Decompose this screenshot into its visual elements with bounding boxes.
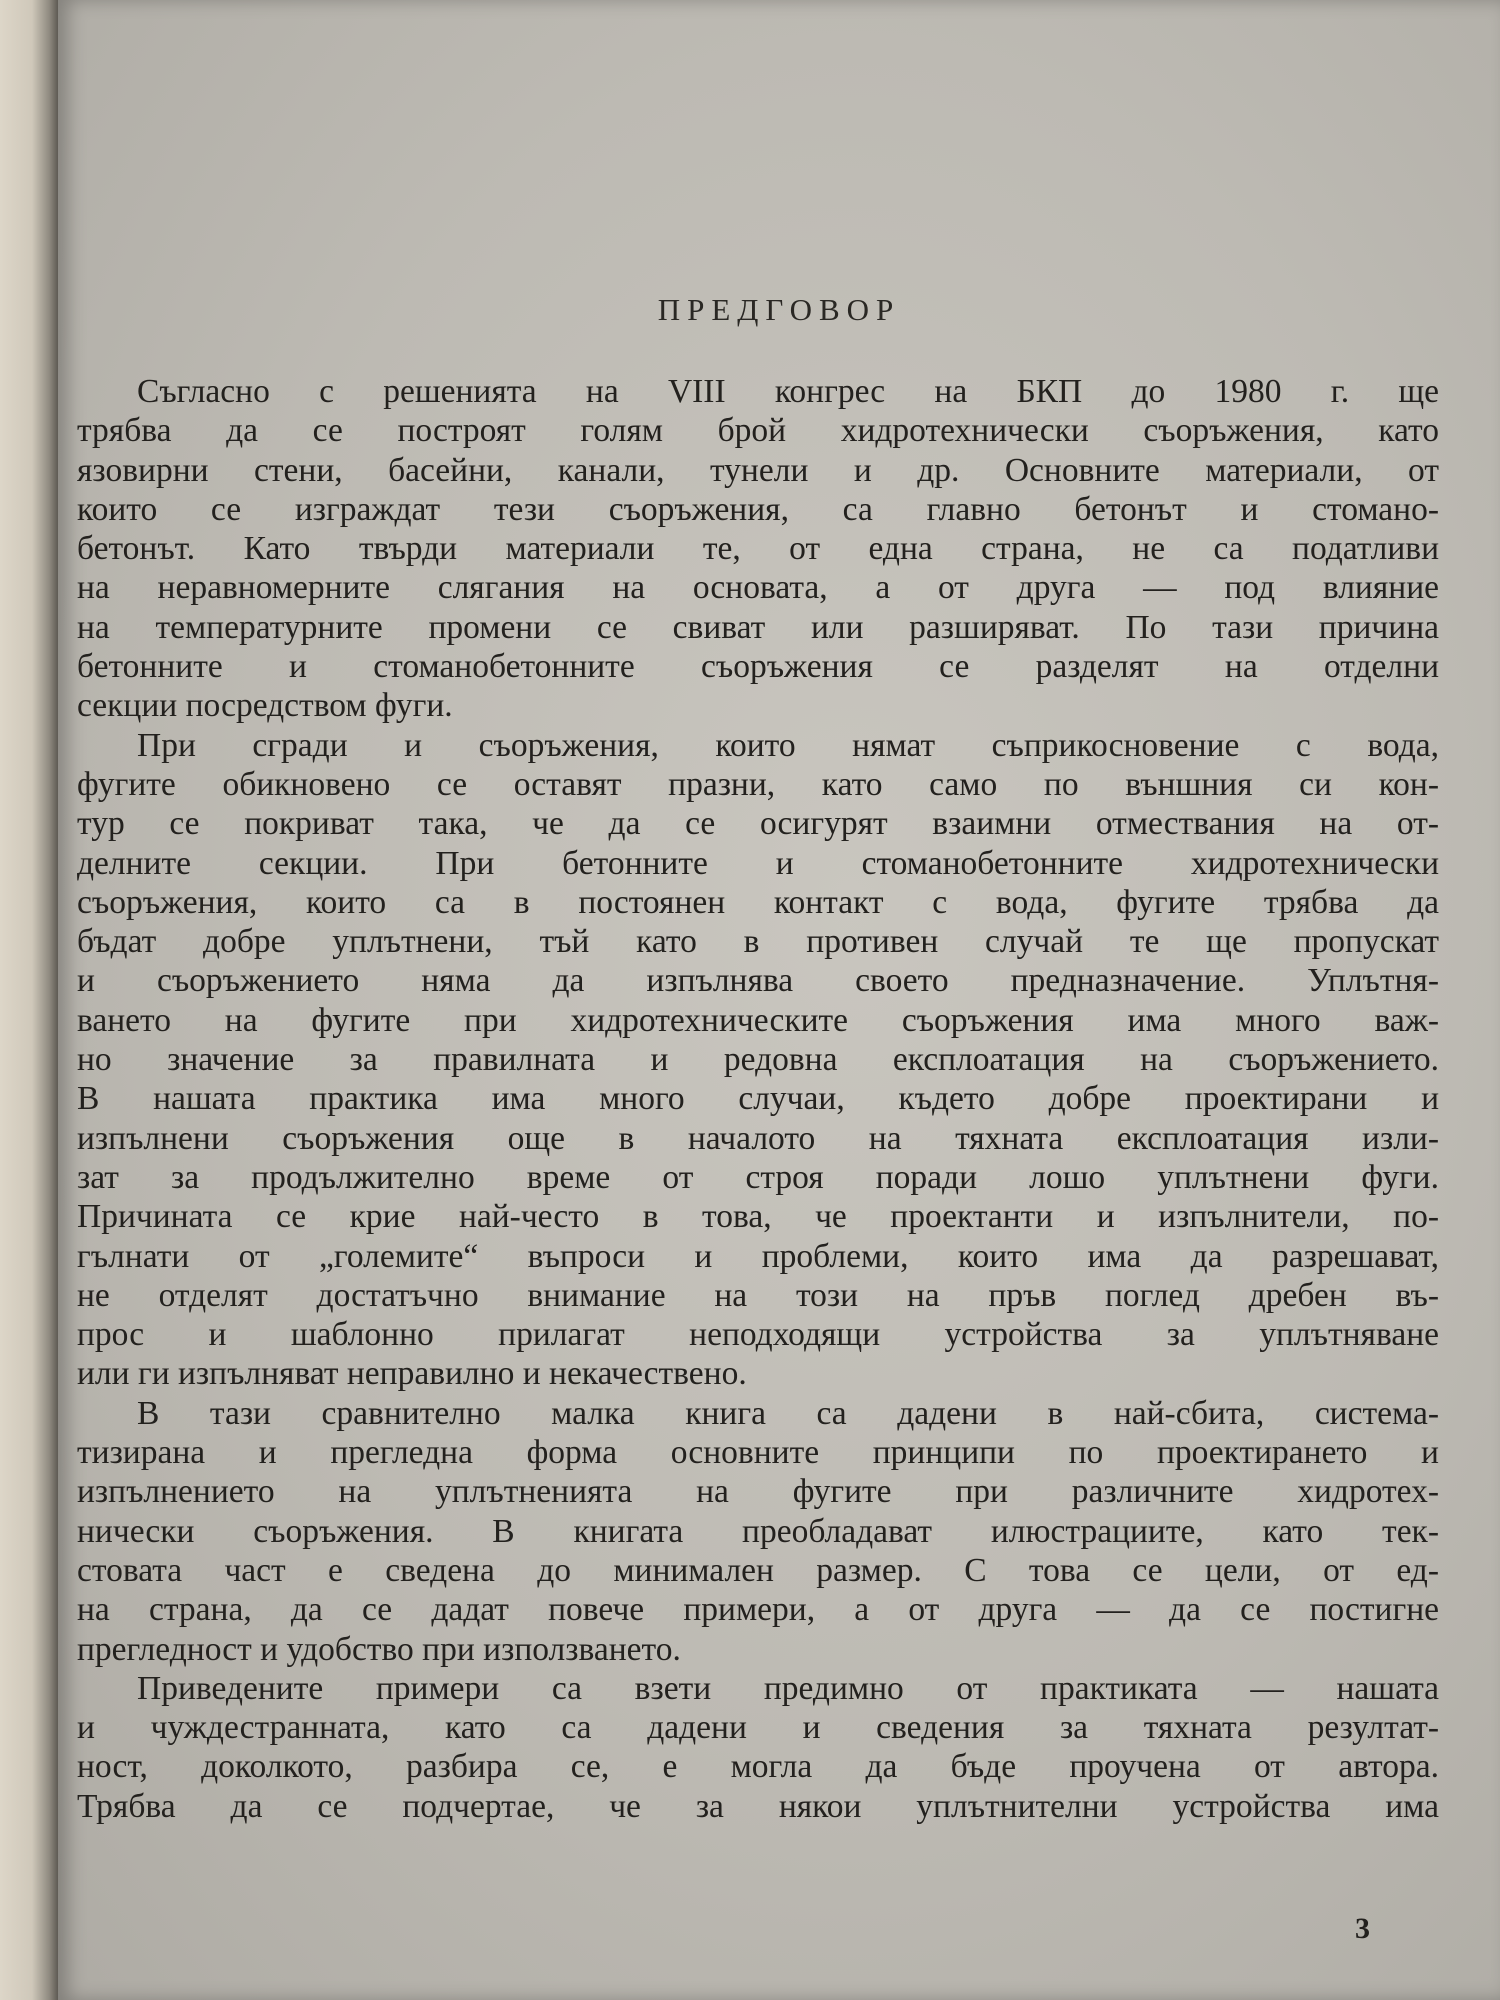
text-line: Приведените примери са взети предимно от практиката — нашата [137, 1669, 1439, 1707]
text-line: бъдат добре уплътнени, тъй като в противен случай те ще пропускат [77, 923, 1439, 961]
text-line: тизирана и прегледна форма основните принципи по проектирането и [77, 1434, 1439, 1472]
text-line: прегледност и удобство при използването. [77, 1630, 681, 1668]
text-line: Причината се крие най-често в това, че проектанти и изпълнители, по- [77, 1198, 1439, 1236]
text-line: прос и шаблонно прилагат неподходящи устройства за уплътняване [77, 1316, 1439, 1354]
text-line: и чуждестранната, като са дадени и сведения за тяхната резултат- [77, 1709, 1439, 1747]
text-line: но значение за правилната и редовна експлоатация на съоръжението. [77, 1041, 1439, 1079]
text-line: и съоръжението няма да изпълнява своето предназначение. Уплътня- [77, 962, 1439, 1000]
text-line: Трябва да се подчертае, че за някои уплътнителни устройства има [77, 1787, 1439, 1825]
text-line: трябва да се построят голям брой хидротехнически съоръжения, като [77, 412, 1439, 450]
text-line: на страна, да се дадат повече примери, а от друга — да се постигне [77, 1591, 1439, 1629]
body-text [77, 372, 1439, 1826]
text-line: които се изграждат тези съоръжения, са главно бетонът и стомано- [77, 490, 1439, 528]
text-line: тур се покриват така, че да се осигурят взаимни отмествания на от- [77, 805, 1439, 843]
book-gutter [0, 0, 58, 2000]
text-line: В тази сравнително малка книга са дадени в най-сбита, система- [137, 1394, 1439, 1432]
text-line: на неравномерните слягания на основата, а от друга — под влияние [77, 569, 1439, 607]
text-line: гълнати от „големите“ въпроси и проблеми, които има да разрешават, [77, 1237, 1439, 1275]
text-line: делните секции. При бетонните и стоманобетонните хидротехнически [77, 844, 1439, 882]
text-line: съоръжения, които са в постоянен контакт с вода, фугите трябва да [77, 883, 1439, 921]
text-line: ването на фугите при хидротехническите съоръжения има много важ- [77, 1001, 1439, 1039]
text-line: нически съоръжения. В книгата преобладават илюстрациите, като тек- [77, 1512, 1439, 1550]
page-title: ПРЕДГОВОР [657, 292, 901, 327]
text-line: язовирни стени, басейни, канали, тунели и др. Основните материали, от [77, 451, 1439, 489]
text-line: не отделят достатъчно внимание на този на пръв поглед дребен въ- [77, 1276, 1439, 1314]
text-line: В нашата практика има много случаи, където добре проектирани и [77, 1080, 1439, 1118]
text-line: стовата част е сведена до минимален размер. С това се цели, от ед- [77, 1551, 1439, 1589]
text-line: фугите обикновено се оставят празни, като само по външния си кон- [77, 765, 1439, 803]
text-line: на температурните промени се свиват или разширяват. По тази причина [77, 608, 1439, 646]
text-line: При сгради и съоръжения, които нямат съприкосновение с вода, [137, 726, 1439, 764]
text-line: или ги изпълняват неправилно и некачествено. [77, 1355, 747, 1393]
text-line: секции посредством фуги. [77, 687, 453, 725]
text-line: изпълнени съоръжения още в началото на тяхната експлоатация изли- [77, 1119, 1439, 1157]
text-line: изпълнението на уплътненията на фугите при различните хидротех- [77, 1473, 1439, 1511]
text-line: ност, доколкото, разбира се, е могла да бъде проучена от автора. [77, 1748, 1439, 1786]
text-line: зат за продължително време от строя поради лошо уплътнени фуги. [77, 1158, 1439, 1196]
text-line: бетонът. Като твърди материали те, от една страна, не са податливи [77, 530, 1439, 568]
book-page [58, 0, 1500, 2000]
text-line: Съгласно с решенията на VIII конгрес на БКП до 1980 г. ще [137, 373, 1439, 410]
text-line: бетонните и стоманобетонните съоръжения се разделят на отделни [77, 648, 1439, 686]
page-number: 3 [1355, 1912, 1370, 1945]
